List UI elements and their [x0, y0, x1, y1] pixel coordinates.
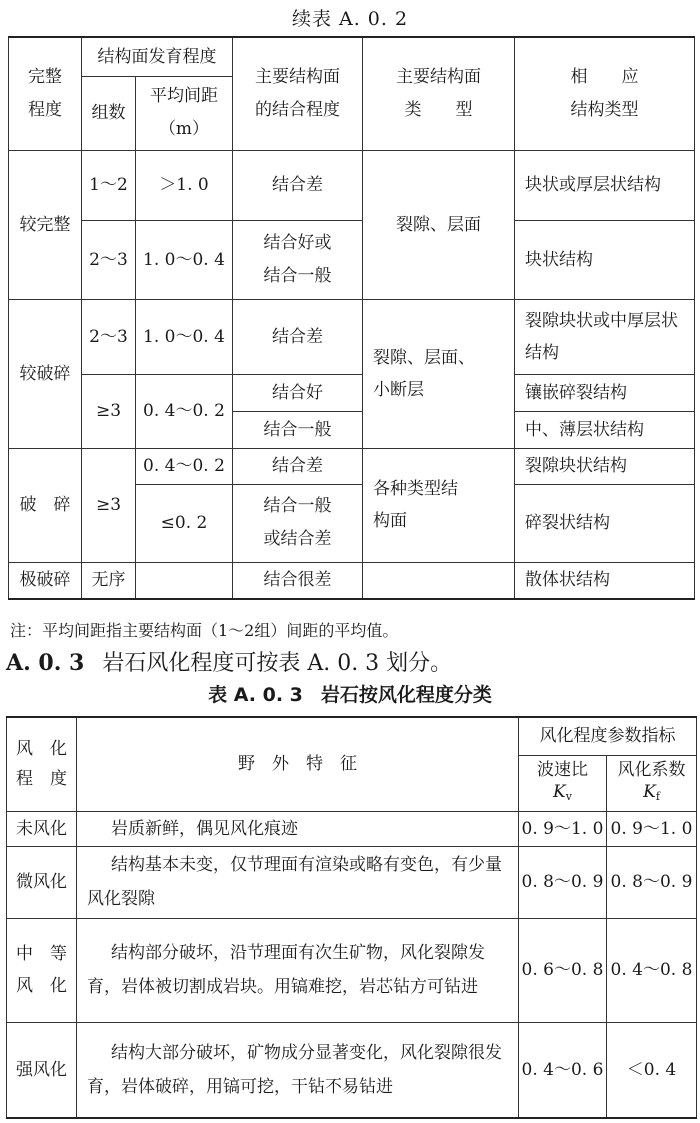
weathering-table [6, 716, 697, 1119]
header-coef-subscript: f [655, 789, 660, 803]
header-coef-label: 风化系数 [617, 759, 686, 780]
header-wave-symbol: K [553, 781, 566, 802]
cell-spacing: 1. 0～0. 4 [136, 220, 233, 299]
table2-title-number: 表 A. 0. 3 [208, 684, 303, 706]
header-spacing: 平均间距 （m） [136, 76, 233, 150]
cell-groups: 无序 [82, 562, 136, 599]
cell-grade: 中 等 风 化 [7, 918, 77, 1022]
cell-structure: 碎裂状结构 [515, 484, 695, 562]
header-groups: 组数 [82, 76, 136, 150]
header-params: 风化程度参数指标 [519, 717, 697, 755]
cell-bonding: 结合很差 [233, 562, 363, 599]
cell-coef: 0. 9～1. 0 [607, 811, 697, 846]
cell-spacing: 0. 4～0. 2 [136, 374, 233, 448]
cell-structure: 裂隙块状或中厚层状结构 [515, 299, 695, 374]
cell-spacing: 0. 4～0. 2 [136, 448, 233, 484]
table-row [9, 448, 695, 484]
cell-bonding: 结合一般 [233, 411, 363, 448]
header-wave-label: 波速比 [537, 759, 588, 780]
header-plane-type: 主要结构面 类 型 [363, 37, 515, 150]
cell-bonding: 结合差 [233, 448, 363, 484]
header-coef [607, 755, 697, 811]
header-integrity: 完整 程度 [9, 37, 82, 150]
cell-feature: 结构基本未变，仅节理面有渲染或略有变色，有少量风化裂隙 [77, 846, 519, 918]
table-row [7, 918, 697, 1022]
cell-coef: 0. 4～0. 8 [607, 918, 697, 1022]
cell-spacing: ＞1. 0 [136, 150, 233, 220]
header-coef-symbol: K [643, 781, 656, 802]
cell-structure: 散体状结构 [515, 562, 695, 599]
cell-plane-type: 裂隙、层面 [363, 150, 515, 299]
header-bonding: 主要结构面 的结合程度 [233, 37, 363, 150]
header-development: 结构面发育程度 [82, 37, 233, 76]
cell-structure: 中、薄层状结构 [515, 411, 695, 448]
continued-table-title: 续表 A. 0. 2 [291, 8, 409, 30]
table-row [9, 299, 695, 374]
section-heading [6, 646, 452, 677]
cell-groups: ≥3 [82, 374, 136, 448]
cell-wave: 0. 6～0. 8 [519, 918, 607, 1022]
cell-groups: 1～2 [82, 150, 136, 220]
cell-spacing: 1. 0～0. 4 [136, 299, 233, 374]
cell-bonding: 结合好或 结合一般 [233, 220, 363, 299]
cell-wave: 0. 9～1. 0 [519, 811, 607, 846]
cell-plane-type: 裂隙、层面、 小断层 [363, 299, 515, 448]
table-row [9, 150, 695, 220]
cell-structure: 裂隙块状结构 [515, 448, 695, 484]
cell-feature: 岩质新鲜，偶见风化痕迹 [77, 811, 519, 846]
table-row [7, 1022, 697, 1118]
cell-spacing [136, 562, 233, 599]
table-row [7, 811, 697, 846]
cell-bonding: 结合差 [233, 299, 363, 374]
cell-bonding: 结合一般 或结合差 [233, 484, 363, 562]
header-wave-ratio [519, 755, 607, 811]
table-row [7, 846, 697, 918]
cell-feature: 结构部分破坏，沿节理面有次生矿物，风化裂隙发育，岩体被切割成岩块。用镐难挖，岩芯钻方可钻进 [77, 918, 519, 1022]
section-text: 岩石风化程度可按表 A. 0. 3 划分。 [102, 651, 453, 676]
cell-integrity: 破 碎 [9, 448, 82, 562]
cell-wave: 0. 8～0. 9 [519, 846, 607, 918]
cell-coef: ＜0. 4 [607, 1022, 697, 1118]
table2-title [0, 680, 700, 707]
table2-title-text: 岩石按风化程度分类 [320, 684, 492, 706]
cell-integrity: 较破碎 [9, 299, 82, 448]
table-row [9, 562, 695, 599]
cell-groups: 2～3 [82, 220, 136, 299]
cell-bonding: 结合好 [233, 374, 363, 411]
cell-feature: 结构大部分破坏，矿物成分显著变化，风化裂隙很发育，岩体破碎，用镐可挖，干钻不易钻进 [77, 1022, 519, 1118]
cell-wave: 0. 4～0. 6 [519, 1022, 607, 1118]
cell-groups: 2～3 [82, 299, 136, 374]
cell-grade: 微风化 [7, 846, 77, 918]
cell-plane-type [363, 562, 515, 599]
header-grade: 风 化 程 度 [7, 717, 77, 811]
header-wave-subscript: v [565, 789, 572, 803]
rock-integrity-table [8, 36, 695, 600]
cell-grade: 未风化 [7, 811, 77, 846]
cell-coef: 0. 8～0. 9 [607, 846, 697, 918]
table-note: 注：平均间距指主要结构面（1～2组）间距的平均值。 [10, 621, 399, 640]
header-field: 野 外 特 征 [77, 717, 519, 811]
cell-integrity: 极破碎 [9, 562, 82, 599]
cell-structure: 块状结构 [515, 220, 695, 299]
section-number: A. 0. 3 [6, 650, 85, 676]
cell-plane-type: 各种类型结 构面 [363, 448, 515, 562]
cell-groups: ≥3 [82, 448, 136, 562]
cell-structure: 镶嵌碎裂结构 [515, 374, 695, 411]
cell-grade: 强风化 [7, 1022, 77, 1118]
header-structure-type: 相 应 结构类型 [515, 37, 695, 150]
cell-structure: 块状或厚层状结构 [515, 150, 695, 220]
cell-bonding: 结合差 [233, 150, 363, 220]
cell-integrity: 较完整 [9, 150, 82, 299]
table-row [9, 220, 695, 299]
table-row [9, 374, 695, 411]
cell-spacing: ≤0. 2 [136, 484, 233, 562]
